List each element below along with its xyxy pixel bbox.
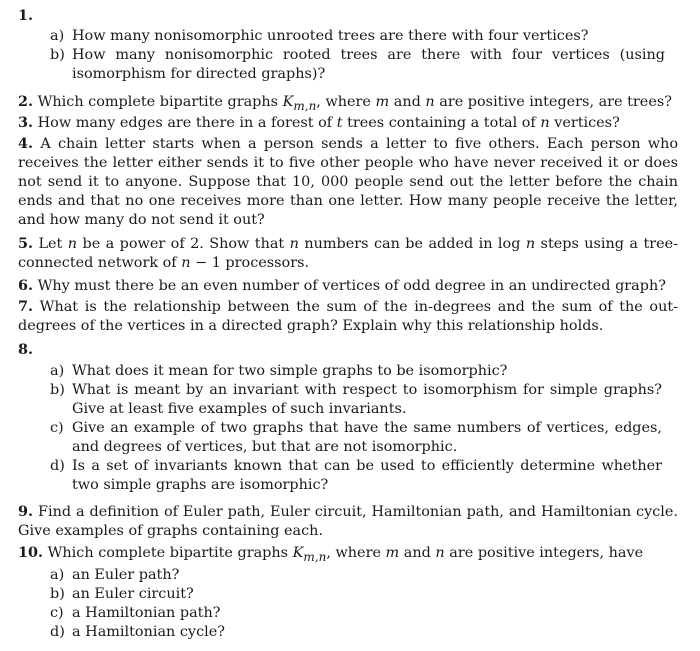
math-subscript: m,n [303, 549, 327, 564]
question-1a [50, 27, 665, 46]
question-8d [50, 457, 662, 495]
item-text: Give an example of two graphs that have the same numbers of vertices, edges, and degrees of vertices, but that are not isomorphic. [72, 420, 662, 455]
math-n: n [181, 255, 191, 271]
question-text: , where [326, 545, 386, 561]
question-3 [18, 113, 678, 133]
question-7 [18, 297, 678, 336]
math-n: n [67, 236, 78, 252]
question-text: What is the relationship between the sum of the in-degrees and the sum of the out-degrees of the vertices in a directed graph? Explain why this relationship holds. [18, 299, 679, 334]
item-label: c) [50, 420, 64, 436]
question-text: − 1 processors. [190, 255, 310, 271]
question-8a [50, 362, 662, 381]
question-text: A chain letter starts when a person sends a letter to five others. Each person who receives the letter either sends it to five other people who have never received it or does not send it to anyone. Suppose that 10, 000 people send out the letter before the chain ends and that no one receives more than one letter. How many people receive the letter, and how many do not send it out? [18, 136, 679, 228]
item-text: What does it mean for two simple graphs to be isomorphic? [72, 363, 508, 379]
question-number: 9. [18, 503, 34, 520]
question-1 [18, 6, 678, 26]
question-number: 8. [18, 341, 34, 358]
question-text: are positive integers, have [444, 545, 644, 561]
question-text: How many edges are there in a forest of [37, 115, 337, 131]
item-text: How many nonisomorphic rooted trees are there with four vertices (using isomorphism for directed graphs)? [72, 47, 665, 82]
math-m: m [375, 94, 390, 110]
item-text: How many nonisomorphic unrooted trees are there with four vertices? [72, 28, 589, 44]
item-label: a) [50, 28, 65, 44]
question-number: 4. [18, 135, 34, 152]
item-text: an Euler circuit? [72, 586, 194, 602]
question-text: and [389, 94, 426, 110]
question-text: are positive integers, are trees? [434, 94, 672, 110]
math-n: n [425, 94, 435, 110]
question-text: trees containing a total of [342, 115, 541, 131]
item-label: a) [50, 363, 65, 379]
item-label: d) [50, 458, 65, 474]
question-10d [50, 623, 450, 642]
item-label: a) [50, 567, 65, 583]
question-number: 7. [18, 298, 34, 315]
question-number: 3. [18, 114, 34, 131]
math-k: K [292, 545, 304, 561]
question-5 [18, 234, 678, 273]
question-number: 1. [18, 7, 34, 24]
question-number: 2. [18, 93, 34, 110]
math-t: t [336, 115, 343, 131]
question-6 [18, 276, 678, 296]
question-text: vertices? [549, 115, 620, 131]
question-10a [50, 566, 450, 585]
question-4 [18, 134, 678, 230]
math-n: n [525, 236, 536, 252]
math-n: n [540, 115, 550, 131]
item-text: a Hamiltonian cycle? [72, 624, 225, 640]
question-text: Let [38, 236, 68, 252]
question-10b [50, 585, 450, 604]
question-number: 5. [18, 235, 34, 252]
question-text: and [399, 545, 436, 561]
question-10c [50, 604, 450, 623]
question-text: , where [316, 94, 376, 110]
question-text: Why must there be an even number of vertices of odd degree in an undirected graph? [37, 278, 666, 294]
item-text: an Euler path? [72, 567, 180, 583]
item-label: d) [50, 624, 65, 640]
question-text: Find a definition of Euler path, Euler circuit, Hamiltonian path, and Hamiltonian cycle. Give examples of graphs containing each. [18, 504, 678, 539]
item-text: Is a set of invariants known that can be used to efficiently determine whether two simple graphs are isomorphic? [72, 458, 662, 493]
question-number: 6. [18, 277, 34, 294]
question-8b [50, 381, 662, 419]
question-text: steps using a tree-connected network of [18, 236, 679, 271]
question-text: numbers can be added in log [298, 236, 526, 252]
item-label: b) [50, 586, 65, 602]
item-text: What is meant by an invariant with respect to isomorphism for simple graphs? Give at least five examples of such invariants. [72, 382, 662, 417]
math-n: n [289, 236, 299, 252]
question-9 [18, 502, 678, 541]
item-label: b) [50, 382, 65, 398]
item-text: a Hamiltonian path? [72, 605, 221, 621]
math-m: m [385, 545, 400, 561]
question-number: 10. [18, 544, 44, 561]
math-k: K [282, 94, 294, 110]
question-text: Which complete bipartite graphs [47, 545, 293, 561]
question-text: Which complete bipartite graphs [37, 94, 283, 110]
math-subscript: m,n [293, 98, 317, 113]
item-label: b) [50, 47, 65, 63]
question-8 [18, 340, 678, 360]
math-n: n [435, 545, 445, 561]
question-8c [50, 419, 662, 457]
question-1b [50, 46, 665, 84]
question-text: be a power of 2. Show that [77, 236, 290, 252]
item-label: c) [50, 605, 64, 621]
question-10 [18, 543, 678, 567]
